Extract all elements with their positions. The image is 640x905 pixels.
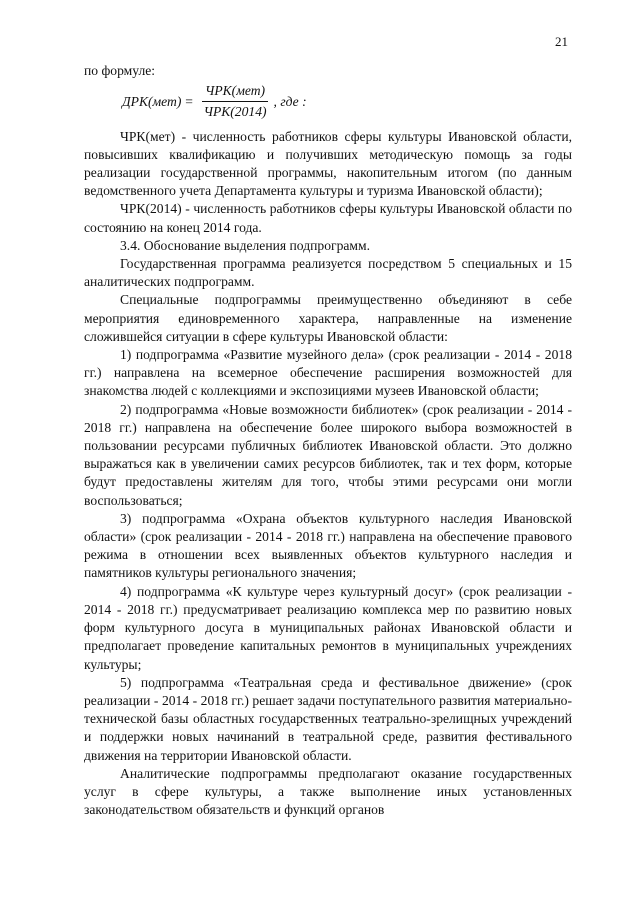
paragraph: ЧРК(мет) - численность работников сферы культуры Ивановской области, повысивших квалификацию и получивших методическую помощь за годы реализации государственной программы, накопительным итогом (по данным ведомственного учета Департамента культуры и туризма Ивановской области); <box>84 128 572 199</box>
formula-numerator: ЧРК(мет) <box>202 82 268 102</box>
formula-denominator: ЧРК(2014) <box>203 104 267 120</box>
list-item: 5) подпрограмма «Театральная среда и фестивальное движение» (срок реализации - 2014 - 2018 гг.) решает задачи поступательного развития материально-технической базы областных государственных театрально-зрелищных учреждений и поддержки новых начинаний в театральной среде, развития фестивального движения на территории Ивановской области. <box>84 674 572 763</box>
list-item: 2) подпрограмма «Новые возможности библиотек» (срок реализации - 2014 - 2018 гг.) направлена на обеспечение более широкого выбора возможностей в пользовании ресурсами публичных библиотек Ивановской области. Это должно выражаться как в увеличении самих ресурсов библиотек, так и тех форм, которые будут предоставлены жителям для того, чтобы этими ресурсами они могли воспользоваться; <box>84 401 572 508</box>
formula-suffix: , где : <box>273 93 307 109</box>
formula-fraction <box>201 82 270 121</box>
list-item: 4) подпрограмма «К культуре через культурный досуг» (срок реализации - 2014 - 2018 гг.) предусматривает реализацию комплекса мер по развитию новых форм культурного досуга в муниципальных районах Ивановской области и предполагает проведение капитальных ремонтов в муниципальных учреждениях культуры; <box>84 583 572 672</box>
formula-equals: = <box>184 93 194 109</box>
section-heading: 3.4. Обоснование выделения подпрограмм. <box>120 237 371 253</box>
page-number: 21 <box>555 34 568 49</box>
list-item: 1) подпрограмма «Развитие музейного дела» (срок реализации - 2014 - 2018 гг.) направлена на всемерное обеспечение расширения возможностей для знакомства людей с коллекциями и экспозициями музеев Ивановской области; <box>84 347 572 399</box>
paragraph: ЧРК(2014) - численность работников сферы культуры Ивановской области по состоянию на конец 2014 года. <box>84 201 572 235</box>
intro-text: по формуле: <box>84 63 156 78</box>
formula-lhs: ДРК(мет) <box>122 93 182 109</box>
document-body <box>84 62 572 819</box>
list-item: 3) подпрограмма «Охрана объектов культурного наследия Ивановской области» (срок реализации - 2014 - 2018 гг.) направлена на обеспечение правового режима в отношении всех выявленных объектов культурного наследия и памятников культуры регионального значения; <box>84 510 572 581</box>
paragraph: Аналитические подпрограммы предполагают оказание государственных услуг в сфере культуры, а также выполнение иных установленных законодательством обязательств и функций органов <box>84 765 572 818</box>
formula <box>122 82 572 121</box>
paragraph: Специальные подпрограммы преимущественно объединяют в себе мероприятия единовременного характера, направленные на изменение сложившейся ситуации в сфере культуры Ивановской области: <box>84 292 572 344</box>
paragraph: Государственная программа реализуется посредством 5 специальных и 15 аналитических подпрограмм. <box>84 256 572 290</box>
